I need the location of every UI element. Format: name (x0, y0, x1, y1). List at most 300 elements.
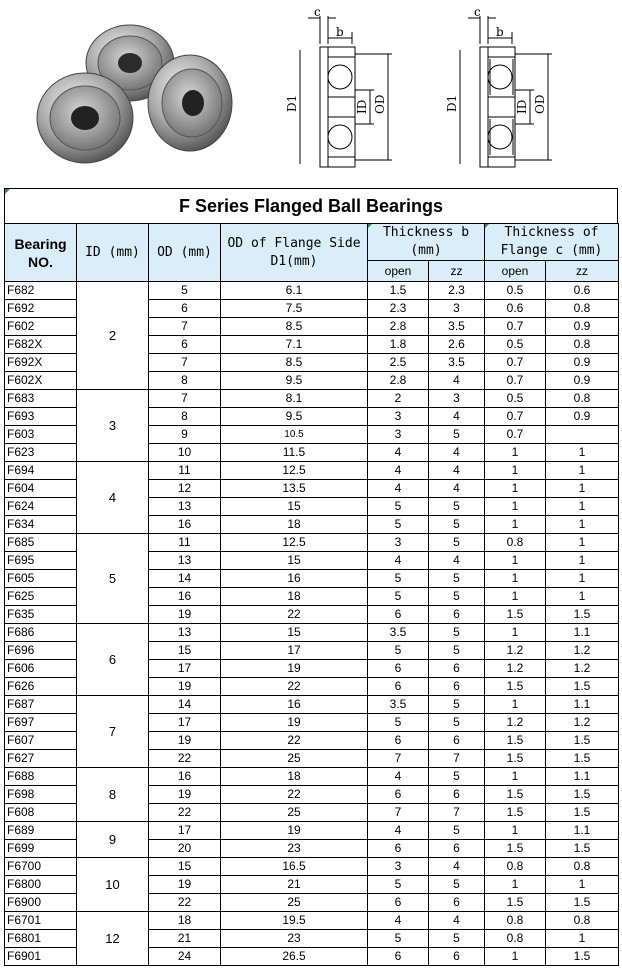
cell-c-open: 1.5 (485, 606, 546, 624)
cell-od: 12 (149, 480, 221, 498)
cell-c-open: 1 (485, 498, 546, 516)
cell-b-zz: 6 (429, 678, 485, 696)
cell-id: 4 (77, 462, 149, 534)
cell-od-flange: 25 (221, 894, 368, 912)
cell-b-open: 7 (368, 750, 429, 768)
cell-b-open: 3 (368, 426, 429, 444)
cell-c-open: 0.7 (485, 318, 546, 336)
cell-c-open: 1 (485, 588, 546, 606)
cell-model: F682 (5, 282, 77, 300)
cell-b-zz: 5 (429, 498, 485, 516)
cell-model: F623 (5, 444, 77, 462)
cell-od: 22 (149, 750, 221, 768)
cell-model: F624 (5, 498, 77, 516)
cell-model: F605 (5, 570, 77, 588)
cell-b-zz: 4 (429, 462, 485, 480)
header-b-open: open (368, 261, 429, 282)
cell-c-open: 1.2 (485, 642, 546, 660)
cell-c-zz: 1 (546, 534, 619, 552)
cell-id: 3 (77, 390, 149, 462)
cell-b-zz: 5 (429, 822, 485, 840)
cell-c-open: 0.5 (485, 390, 546, 408)
cell-b-open: 4 (368, 444, 429, 462)
cell-model: F607 (5, 732, 77, 750)
cell-od: 15 (149, 642, 221, 660)
cell-c-open: 0.5 (485, 282, 546, 300)
cell-model: F635 (5, 606, 77, 624)
label-c: c (474, 5, 481, 19)
cell-od: 16 (149, 588, 221, 606)
cell-c-zz: 1 (546, 552, 619, 570)
cell-model: F685 (5, 534, 77, 552)
cell-id: 7 (77, 696, 149, 768)
cell-od: 5 (149, 282, 221, 300)
cell-b-open: 3.5 (368, 624, 429, 642)
cell-od-flange: 22 (221, 786, 368, 804)
cell-model: F602 (5, 318, 77, 336)
cell-b-open: 2.5 (368, 354, 429, 372)
cell-b-open: 1.5 (368, 282, 429, 300)
header-images (0, 0, 622, 188)
cell-model: F626 (5, 678, 77, 696)
cell-c-zz: 0.8 (546, 912, 619, 930)
cell-b-open: 5 (368, 588, 429, 606)
cell-c-open: 1.5 (485, 840, 546, 858)
cell-c-open: 1.5 (485, 894, 546, 912)
cell-id: 8 (77, 768, 149, 822)
header-c-zz: zz (546, 261, 619, 282)
cell-c-open: 0.8 (485, 534, 546, 552)
cell-c-open: 0.8 (485, 930, 546, 948)
cell-b-open: 5 (368, 516, 429, 534)
cell-model: F608 (5, 804, 77, 822)
cell-c-zz: 1.2 (546, 642, 619, 660)
cell-b-open: 4 (368, 462, 429, 480)
cell-b-zz: 4 (429, 444, 485, 462)
cell-model: F698 (5, 786, 77, 804)
cell-od-flange: 9.5 (221, 372, 368, 390)
header-thickness-c: Thickness of Flange c (mm) (485, 224, 619, 261)
cell-od: 22 (149, 894, 221, 912)
header-b-zz: zz (429, 261, 485, 282)
cell-c-open: 1.5 (485, 786, 546, 804)
cell-c-zz: 1 (546, 930, 619, 948)
cell-od: 9 (149, 426, 221, 444)
cell-b-open: 6 (368, 678, 429, 696)
cell-c-zz: 1.5 (546, 786, 619, 804)
cell-model: F6900 (5, 894, 77, 912)
cell-od-flange: 22 (221, 678, 368, 696)
cell-od: 10 (149, 444, 221, 462)
cell-b-open: 6 (368, 948, 429, 966)
cell-od: 14 (149, 696, 221, 714)
cell-od: 6 (149, 336, 221, 354)
cell-b-zz: 6 (429, 606, 485, 624)
cell-od: 24 (149, 948, 221, 966)
cell-b-zz: 5 (429, 426, 485, 444)
cell-model: F689 (5, 822, 77, 840)
header-od-flange: OD of Flange Side D1(mm) (221, 224, 368, 282)
cell-c-zz: 0.8 (546, 336, 619, 354)
cell-model: F687 (5, 696, 77, 714)
cell-b-open: 3.5 (368, 696, 429, 714)
cell-b-zz: 3 (429, 300, 485, 318)
cell-od-flange: 13.5 (221, 480, 368, 498)
cell-c-open: 1 (485, 822, 546, 840)
cell-model: F625 (5, 588, 77, 606)
cell-b-open: 2.8 (368, 372, 429, 390)
cell-od: 17 (149, 822, 221, 840)
cell-b-zz: 5 (429, 876, 485, 894)
cell-model: F6701 (5, 912, 77, 930)
cell-model: F603 (5, 426, 77, 444)
bearing-spec-table (4, 188, 618, 966)
cell-c-open: 1 (485, 876, 546, 894)
cell-b-open: 5 (368, 498, 429, 516)
cell-od-flange: 6.1 (221, 282, 368, 300)
cell-b-zz: 2.6 (429, 336, 485, 354)
cell-c-open: 1 (485, 948, 546, 966)
cell-c-zz: 1.5 (546, 840, 619, 858)
cell-od: 19 (149, 678, 221, 696)
cell-c-zz: 0.9 (546, 408, 619, 426)
cell-b-open: 2.8 (368, 318, 429, 336)
cell-model: F602X (5, 372, 77, 390)
cell-od-flange: 18 (221, 516, 368, 534)
cell-b-zz: 5 (429, 696, 485, 714)
cell-c-zz: 1.5 (546, 804, 619, 822)
cell-c-zz: 0.9 (546, 372, 619, 390)
cell-od: 8 (149, 372, 221, 390)
cell-od-flange: 26.5 (221, 948, 368, 966)
label-c: c (314, 5, 321, 19)
cell-model: F692 (5, 300, 77, 318)
cell-b-zz: 5 (429, 534, 485, 552)
cell-id: 9 (77, 822, 149, 858)
cell-c-open: 1 (485, 570, 546, 588)
cell-b-zz: 7 (429, 750, 485, 768)
cell-b-open: 4 (368, 480, 429, 498)
cell-od: 14 (149, 570, 221, 588)
cell-model: F699 (5, 840, 77, 858)
cell-c-zz: 1 (546, 876, 619, 894)
table-row (5, 624, 619, 642)
cell-c-zz: 1 (546, 462, 619, 480)
cell-b-zz: 4 (429, 552, 485, 570)
cell-od: 16 (149, 768, 221, 786)
cell-od: 7 (149, 318, 221, 336)
cell-c-open: 1 (485, 444, 546, 462)
cell-b-open: 5 (368, 876, 429, 894)
cell-od-flange: 8.1 (221, 390, 368, 408)
cell-b-open: 5 (368, 570, 429, 588)
cell-b-zz: 5 (429, 642, 485, 660)
cell-b-open: 4 (368, 822, 429, 840)
label-d1: D1 (445, 94, 459, 112)
cell-od: 13 (149, 498, 221, 516)
cell-c-open: 1.5 (485, 750, 546, 768)
cell-b-open: 5 (368, 714, 429, 732)
cell-c-zz: 0.9 (546, 354, 619, 372)
cell-od-flange: 9.5 (221, 408, 368, 426)
cell-c-zz: 1.1 (546, 822, 619, 840)
table-row (5, 282, 619, 300)
cell-model: F697 (5, 714, 77, 732)
table-row (5, 822, 619, 840)
table-row (5, 534, 619, 552)
cell-b-open: 6 (368, 786, 429, 804)
cell-model: F606 (5, 660, 77, 678)
cell-od: 19 (149, 786, 221, 804)
cell-od-flange: 16 (221, 570, 368, 588)
cell-id: 10 (77, 858, 149, 912)
cell-od-flange: 22 (221, 732, 368, 750)
cell-od-flange: 12.5 (221, 462, 368, 480)
cell-b-zz: 3.5 (429, 354, 485, 372)
cell-b-zz: 3 (429, 390, 485, 408)
header-c-open: open (485, 261, 546, 282)
cell-b-zz: 6 (429, 894, 485, 912)
cell-od-flange: 12.5 (221, 534, 368, 552)
cell-c-zz: 1 (546, 516, 619, 534)
cell-od-flange: 8.5 (221, 318, 368, 336)
cell-b-open: 6 (368, 840, 429, 858)
cell-od: 11 (149, 462, 221, 480)
label-b: b (496, 25, 504, 39)
cell-c-zz: 1.1 (546, 768, 619, 786)
cell-c-zz: 0.9 (546, 318, 619, 336)
cell-b-zz: 6 (429, 660, 485, 678)
cell-b-open: 5 (368, 930, 429, 948)
cell-b-zz: 4 (429, 912, 485, 930)
cell-c-zz: 1.2 (546, 660, 619, 678)
cell-od-flange: 25 (221, 804, 368, 822)
cell-model: F634 (5, 516, 77, 534)
cell-od: 21 (149, 930, 221, 948)
cell-od: 17 (149, 660, 221, 678)
cell-od: 13 (149, 624, 221, 642)
cell-c-open: 0.6 (485, 300, 546, 318)
bearing-photo (30, 18, 235, 178)
cell-od: 7 (149, 390, 221, 408)
cell-id: 6 (77, 624, 149, 696)
cell-od: 18 (149, 912, 221, 930)
cell-model: F604 (5, 480, 77, 498)
cell-b-open: 6 (368, 660, 429, 678)
cell-model: F695 (5, 552, 77, 570)
cell-c-open: 1 (485, 480, 546, 498)
cell-c-open: 1 (485, 516, 546, 534)
spec-table (4, 223, 619, 966)
cell-b-open: 7 (368, 804, 429, 822)
table-title: F Series Flanged Ball Bearings (4, 188, 618, 223)
cell-b-zz: 3.5 (429, 318, 485, 336)
cell-od-flange: 15 (221, 498, 368, 516)
cell-model: F6901 (5, 948, 77, 966)
cell-b-zz: 4 (429, 372, 485, 390)
cell-b-zz: 2.3 (429, 282, 485, 300)
cell-c-zz: 1.5 (546, 894, 619, 912)
cell-id: 5 (77, 534, 149, 624)
cell-c-open: 1 (485, 462, 546, 480)
cell-b-zz: 4 (429, 858, 485, 876)
cell-c-zz: 1.2 (546, 714, 619, 732)
cell-od-flange: 19.5 (221, 912, 368, 930)
cell-model: F686 (5, 624, 77, 642)
cell-model: F692X (5, 354, 77, 372)
cell-model: F693 (5, 408, 77, 426)
table-row (5, 462, 619, 480)
cell-b-open: 6 (368, 894, 429, 912)
cell-c-open: 1.2 (485, 660, 546, 678)
cell-od-flange: 15 (221, 552, 368, 570)
cell-b-open: 4 (368, 552, 429, 570)
header-id: ID (mm) (77, 224, 149, 282)
cell-od-flange: 18 (221, 588, 368, 606)
cell-c-open: 0.8 (485, 858, 546, 876)
cell-c-zz: 1 (546, 444, 619, 462)
cell-c-zz: 1.5 (546, 750, 619, 768)
cell-od-flange: 17 (221, 642, 368, 660)
cell-model: F6801 (5, 930, 77, 948)
table-row (5, 768, 619, 786)
cell-od-flange: 7.5 (221, 300, 368, 318)
cell-od-flange: 25 (221, 750, 368, 768)
cell-c-open: 1.5 (485, 678, 546, 696)
cell-model: F696 (5, 642, 77, 660)
cell-b-open: 2 (368, 390, 429, 408)
header-thickness-b: Thickness b (mm) (368, 224, 485, 261)
cell-id: 12 (77, 912, 149, 966)
cell-model: F6700 (5, 858, 77, 876)
cell-od: 13 (149, 552, 221, 570)
cell-b-open: 3 (368, 408, 429, 426)
cell-c-open: 0.7 (485, 426, 546, 444)
cell-c-open: 0.8 (485, 912, 546, 930)
cell-c-zz: 1.5 (546, 732, 619, 750)
cell-od: 7 (149, 354, 221, 372)
cell-od-flange: 11.5 (221, 444, 368, 462)
label-d1: D1 (285, 94, 299, 112)
table-row (5, 696, 619, 714)
cell-c-open: 0.7 (485, 354, 546, 372)
cell-b-open: 3 (368, 858, 429, 876)
cell-c-zz: 1.1 (546, 696, 619, 714)
cell-od-flange: 19 (221, 714, 368, 732)
cell-c-zz: 1.5 (546, 606, 619, 624)
cell-id: 2 (77, 282, 149, 390)
cell-model: F688 (5, 768, 77, 786)
cell-od-flange: 18 (221, 768, 368, 786)
label-od: OD (533, 94, 547, 114)
cell-c-open: 1 (485, 768, 546, 786)
cell-od-flange: 8.5 (221, 354, 368, 372)
cell-od-flange: 16 (221, 696, 368, 714)
cell-b-zz: 6 (429, 840, 485, 858)
cell-od-flange: 7.1 (221, 336, 368, 354)
cell-b-zz: 5 (429, 624, 485, 642)
cross-section-diagram-open (270, 2, 430, 182)
cell-od: 6 (149, 300, 221, 318)
cell-b-open: 3 (368, 534, 429, 552)
cell-b-open: 4 (368, 768, 429, 786)
cell-c-open: 1.5 (485, 732, 546, 750)
cell-b-zz: 6 (429, 786, 485, 804)
cell-b-zz: 6 (429, 948, 485, 966)
cell-od: 19 (149, 606, 221, 624)
header-bearing-no: Bearing NO. (5, 224, 77, 282)
bearing-right (148, 55, 232, 151)
cell-od-flange: 10.5 (221, 426, 368, 444)
cell-od-flange: 15 (221, 624, 368, 642)
cell-b-open: 6 (368, 606, 429, 624)
cell-od-flange: 23 (221, 840, 368, 858)
cell-b-open: 1.8 (368, 336, 429, 354)
cell-od: 19 (149, 732, 221, 750)
cross-section-diagram-zz (430, 2, 590, 182)
cell-c-open: 1 (485, 624, 546, 642)
cell-od: 8 (149, 408, 221, 426)
cell-b-open: 5 (368, 642, 429, 660)
cell-c-zz: 0.8 (546, 390, 619, 408)
cell-c-zz: 1.5 (546, 678, 619, 696)
label-od: OD (373, 94, 387, 114)
cell-model: F682X (5, 336, 77, 354)
cell-model: F6800 (5, 876, 77, 894)
cell-c-open: 1 (485, 552, 546, 570)
cell-c-zz: 1.5 (546, 948, 619, 966)
cell-model: F683 (5, 390, 77, 408)
cell-b-open: 2.3 (368, 300, 429, 318)
cell-b-zz: 4 (429, 480, 485, 498)
cell-b-open: 4 (368, 912, 429, 930)
cell-c-open: 1.5 (485, 804, 546, 822)
cell-od: 15 (149, 858, 221, 876)
cell-b-zz: 5 (429, 714, 485, 732)
bearing-left (37, 73, 133, 163)
cell-b-zz: 5 (429, 768, 485, 786)
cell-c-zz: 0.8 (546, 300, 619, 318)
cell-b-zz: 4 (429, 408, 485, 426)
label-id: ID (515, 99, 529, 114)
cell-od: 19 (149, 876, 221, 894)
cell-c-zz: 1 (546, 570, 619, 588)
cell-c-zz: 1 (546, 588, 619, 606)
cell-c-zz: 0.6 (546, 282, 619, 300)
cell-model: F627 (5, 750, 77, 768)
cell-c-open: 0.7 (485, 408, 546, 426)
cell-od-flange: 22 (221, 606, 368, 624)
label-b: b (336, 25, 344, 39)
cell-od: 22 (149, 804, 221, 822)
cell-b-zz: 5 (429, 588, 485, 606)
table-body (5, 282, 619, 966)
cell-b-zz: 7 (429, 804, 485, 822)
cell-b-zz: 5 (429, 570, 485, 588)
label-id: ID (355, 99, 369, 114)
cell-b-zz: 5 (429, 516, 485, 534)
cell-b-zz: 6 (429, 732, 485, 750)
cell-od-flange: 19 (221, 660, 368, 678)
cell-c-zz: 1.1 (546, 624, 619, 642)
header-od: OD (mm) (149, 224, 221, 282)
cell-od: 16 (149, 516, 221, 534)
cell-od-flange: 23 (221, 930, 368, 948)
cell-od-flange: 19 (221, 822, 368, 840)
cell-model: F694 (5, 462, 77, 480)
table-row (5, 912, 619, 930)
cell-od-flange: 21 (221, 876, 368, 894)
